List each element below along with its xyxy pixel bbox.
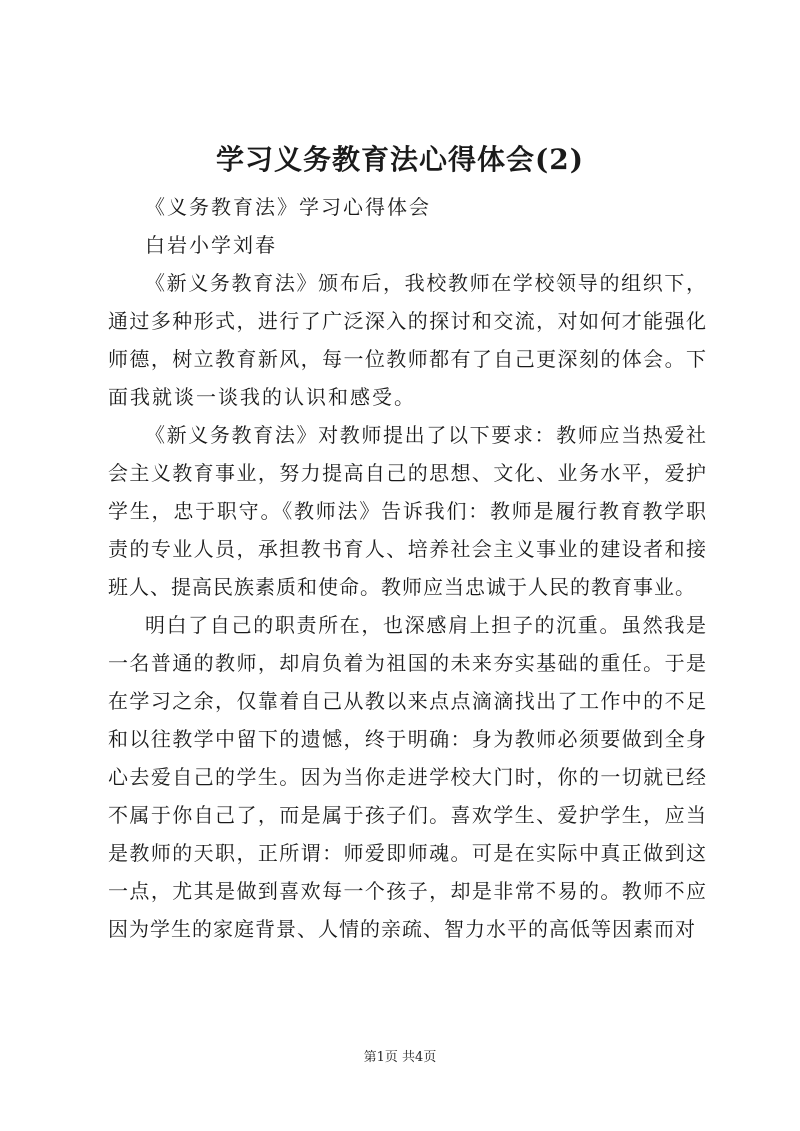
text-line: 因为学生的家庭背景、人情的亲疏、智力水平的高低等因素而对 [108,917,696,941]
document-body [108,188,706,948]
text-line: 通过多种形式，进行了广泛深入的探讨和交流，对如何才能强化 [108,309,706,333]
text-line: 白岩小学刘春 [145,233,277,257]
text-line: 会主义教育事业，努力提高自己的思想、文化、业务水平，爱护 [108,461,706,485]
text-line: 面我就谈一谈我的认识和感受。 [108,385,416,409]
text-line: 一名普通的教师，却肩负着为祖国的未来夯实基础的重任。于是 [108,651,706,675]
text-line: 学生，忠于职守。《教师法》告诉我们：教师是履行教育教学职 [108,499,706,523]
text-line: 班人、提高民族素质和使命。教师应当忠诚于人民的教育事业。 [108,575,696,599]
text-line: 不属于你自己了，而是属于孩子们。喜欢学生、爱护学生，应当 [108,803,706,827]
text-line: 一点，尤其是做到喜欢每一个孩子，却是非常不易的。教师不应 [108,879,706,903]
text-line: 《新义务教育法》颁布后，我校教师在学校领导的组织下， [145,271,706,295]
text-line: 责的专业人员，承担教书育人、培养社会主义事业的建设者和接 [108,537,706,561]
text-line: 心去爱自己的学生。因为当你走进学校大门时，你的一切就已经 [108,765,706,789]
text-line: 是教师的天职，正所谓：师爱即师魂。可是在实际中真正做到这 [108,841,706,865]
document-title: 学习义务教育法心得体会(2) [216,143,584,176]
text-line: 《义务教育法》学习心得体会 [145,195,431,219]
page-footer: 第1页 共4页 [363,1050,437,1065]
text-line: 师德，树立教育新风，每一位教师都有了自己更深刻的体会。下 [108,347,706,371]
text-line: 《新义务教育法》对教师提出了以下要求：教师应当热爱社 [145,423,706,447]
text-line: 和以往教学中留下的遗憾，终于明确：身为教师必须要做到全身 [108,727,706,751]
text-line: 明白了自己的职责所在，也深感肩上担子的沉重。虽然我是 [145,613,706,637]
text-line: 在学习之余，仅靠着自己从教以来点点滴滴找出了工作中的不足 [108,689,706,713]
